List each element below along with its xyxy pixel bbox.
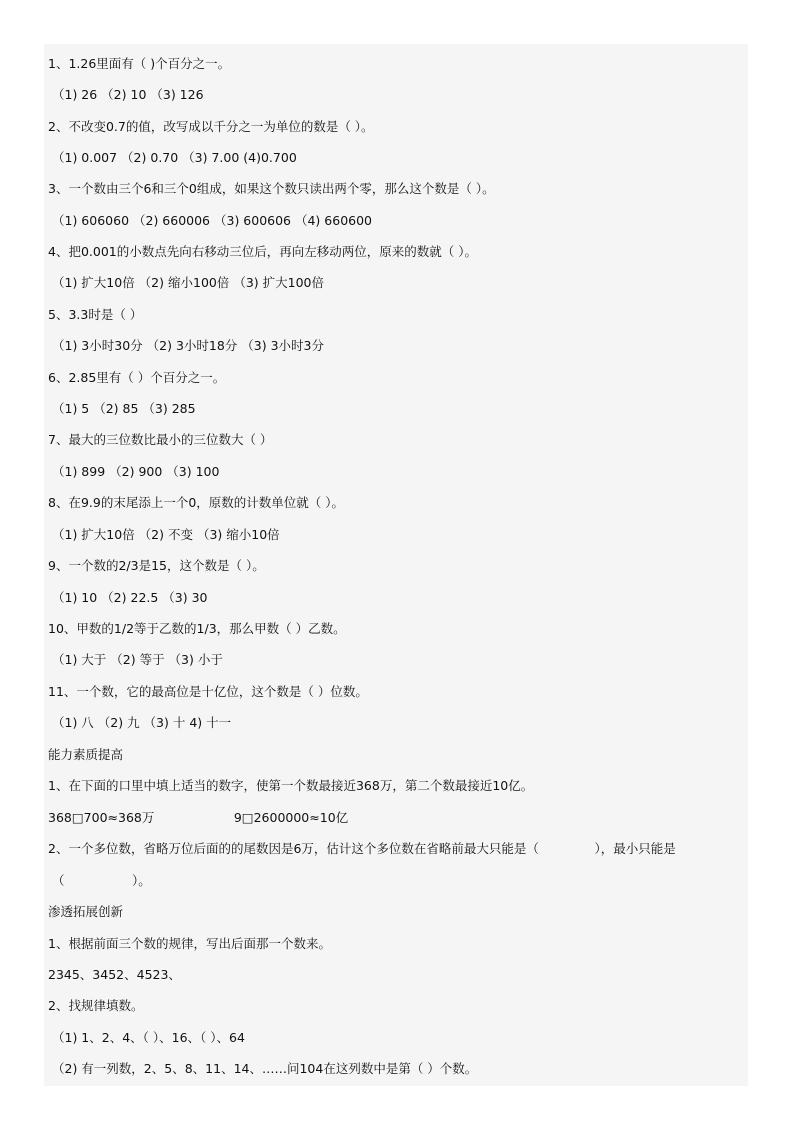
ability-question-2-text: 2、一个多位数，省略万位后面的的尾数因是6万，估计这个多位数在省略前最大只能是（ ），最小只能是 xyxy=(48,841,676,856)
question-4-text: 4、把0.001的小数点先向右移动三位后，再向左移动两位，原来的数就（ ）。 xyxy=(48,244,477,259)
question-6-text: 6、2.85里有（ ）个百分之一。 xyxy=(48,370,226,385)
extension-question-2-part-1: （1) 1、2、4、（ ）、16、（ ）、64 xyxy=(52,1030,245,1045)
ability-question-2-continuation: （ ）。 xyxy=(52,873,151,888)
question-7-options: （1) 899 （2) 900 （3) 100 xyxy=(52,464,220,479)
question-11-options: （1) 八 （2) 九 （3) 十 4) 十一 xyxy=(52,715,232,730)
section-heading-extension: 渗透拓展创新 xyxy=(48,904,124,919)
question-3-text: 3、一个数由三个6和三个0组成，如果这个数只读出两个零，那么这个数是（ ）。 xyxy=(48,181,495,196)
question-2-text: 2、不改变0.7的值，改写成以千分之一为单位的数是（ ）。 xyxy=(48,119,374,134)
extension-question-1-sequence: 2345、3452、4523、 xyxy=(48,967,181,982)
question-4-options: （1) 扩大10倍 （2) 缩小100倍 （3) 扩大100倍 xyxy=(52,275,324,290)
extension-question-2-part-2: （2) 有一列数，2、5、8、11、14、……问104在这列数中是第（ ）个数。 xyxy=(52,1061,478,1076)
section-heading-ability: 能力素质提高 xyxy=(48,747,124,762)
question-7-text: 7、最大的三位数比最小的三位数大（ ） xyxy=(48,432,273,447)
question-1-text: 1、1.26里面有（ )个百分之一。 xyxy=(48,56,231,71)
question-5-options: （1) 3小时30分 （2) 3小时18分 （3) 3小时3分 xyxy=(52,338,324,353)
question-11-text: 11、一个数，它的最高位是十亿位，这个数是（ ）位数。 xyxy=(48,684,368,699)
question-10-text: 10、甲数的1/2等于乙数的1/3，那么甲数（ ）乙数。 xyxy=(48,621,346,636)
question-10-options: （1) 大于 （2) 等于 （3) 小于 xyxy=(52,652,223,667)
question-8-text: 8、在9.9的末尾添上一个0，原数的计数单位就（ ）。 xyxy=(48,495,345,510)
extension-question-1-text: 1、根据前面三个数的规律，写出后面那一个数来。 xyxy=(48,936,331,951)
question-9-text: 9、一个数的2/3是15，这个数是（ ）。 xyxy=(48,558,265,573)
question-3-options: （1) 606060 （2) 660006 （3) 600606 （4) 660600 xyxy=(52,213,373,228)
ability-question-1-expressions: 368□700≈368万 9□2600000≈10亿 xyxy=(48,810,349,825)
extension-question-2-text: 2、找规律填数。 xyxy=(48,998,144,1013)
question-5-text: 5、3.3时是（ ） xyxy=(48,307,143,322)
question-6-options: （1) 5 （2) 85 （3) 285 xyxy=(52,401,196,416)
question-8-options: （1) 扩大10倍 （2) 不变 （3) 缩小10倍 xyxy=(52,527,280,542)
question-9-options: （1) 10 （2) 22.5 （3) 30 xyxy=(52,590,208,605)
question-2-options: （1) 0.007 （2) 0.70 （3) 7.00 (4)0.700 xyxy=(52,150,297,165)
ability-question-1-text: 1、在下面的口里中填上适当的数字，使第一个数最接近368万，第二个数最接近10亿。 xyxy=(48,778,534,793)
question-1-options: （1) 26 （2) 10 （3) 126 xyxy=(52,87,204,102)
